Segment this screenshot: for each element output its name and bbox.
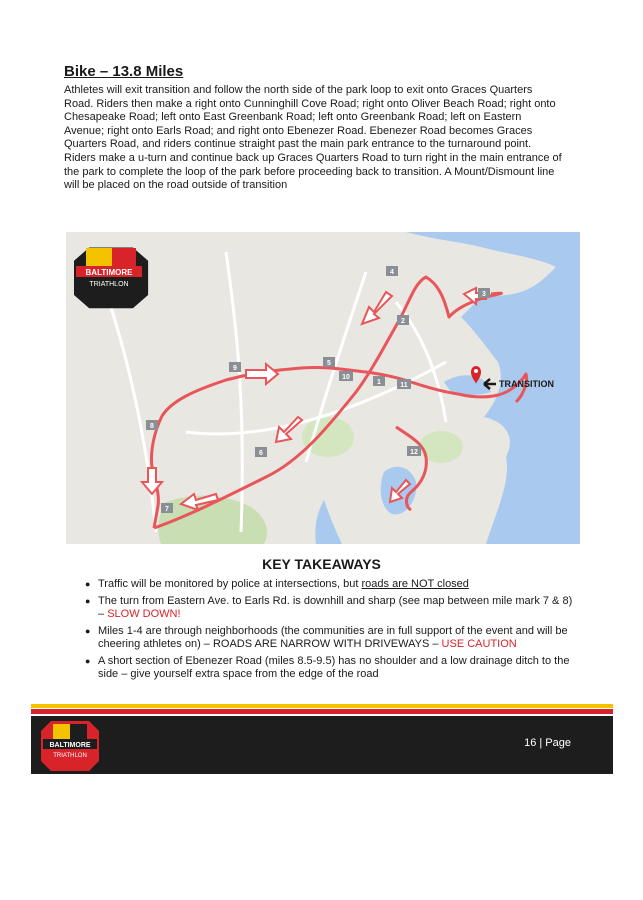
route-direction-arrows [142, 288, 486, 510]
svg-text:3: 3 [482, 291, 486, 298]
svg-text:BALTIMORE: BALTIMORE [49, 742, 91, 749]
svg-text:5: 5 [327, 360, 331, 367]
svg-text:4: 4 [390, 269, 394, 276]
svg-text:1: 1 [377, 379, 381, 386]
mile-marker-8 [146, 420, 158, 430]
takeaway-item: ● Miles 1-4 are through neighborhoods (the communities are in full support of the event and will be cheering athletes on) – ROADS ARE NARROW WITH DRIVEWAYS – USE CAUTION [86, 625, 576, 652]
map-logo [74, 248, 148, 309]
section-title: Bike – 13.8 Miles [64, 63, 184, 80]
svg-text:TRIATHLON: TRIATHLON [89, 281, 129, 288]
key-takeaways-list [86, 578, 576, 685]
bike-route-map[interactable] [66, 232, 580, 544]
section-description: Athletes will exit transition and follow the north side of the park loop to exit onto Graces Quarters Road. Riders then make a right onto Cunninghill Cove Road; right onto Oliver Beach Road; right onto Chesapeake Road; left onto East Greenbank Road; left onto Greenbank Road; left on Eastern Avenue; right onto Earls Road; and right onto Ebenezer Road. Ebenezer Road becomes Graces Quarters Road, and riders continue straight past the main park entrance to the turnaround point. Riders make a u-turn and continue back up Graces Quarters Road to turn right in the main entrance of the park to complete the loop of the park before proceeding back to transition. A Mount/Dismount line will be placed on the road outside of transition [64, 84, 562, 192]
takeaway-item: ● The turn from Eastern Ave. to Earls Rd. is downhill and sharp (see map between mile mark 7 & 8) – SLOW DOWN! [86, 595, 576, 622]
mile-marker-5 [323, 357, 335, 367]
transition-label: TRANSITION [499, 379, 554, 389]
mile-marker-7 [161, 503, 173, 513]
mile-marker-4 [386, 266, 398, 276]
page-footer [31, 716, 613, 774]
takeaway-item: ● Traffic will be monitored by police at intersections, but roads are NOT closed [86, 578, 576, 592]
water-inlet [315, 500, 342, 544]
mile-marker-9 [229, 362, 241, 372]
key-takeaways-title: KEY TAKEAWAYS [262, 556, 381, 572]
page-number: 16 | Page [524, 737, 571, 749]
svg-text:BALTIMORE: BALTIMORE [85, 268, 133, 277]
mile-marker-2 [397, 315, 409, 325]
footer-stripe-yellow [31, 704, 613, 708]
footer-stripe-red [31, 709, 613, 714]
svg-text:11: 11 [400, 382, 408, 389]
svg-text:9: 9 [233, 365, 237, 372]
mile-marker-6 [255, 447, 267, 457]
svg-text:12: 12 [410, 449, 418, 456]
mile-marker-10 [339, 371, 353, 381]
takeaway-item: ● A short section of Ebenezer Road (miles 8.5-9.5) has no shoulder and a low drainage ditch to the side – give yourself extra space from the edge of the road [86, 655, 576, 682]
map-canvas [66, 232, 580, 544]
svg-text:TRIATHLON: TRIATHLON [53, 753, 87, 759]
mile-marker-3 [478, 288, 490, 298]
svg-text:6: 6 [259, 450, 263, 457]
mile-marker-1 [373, 376, 385, 386]
svg-text:10: 10 [342, 374, 350, 381]
svg-text:2: 2 [401, 318, 405, 325]
mile-marker-11 [397, 379, 411, 389]
mile-marker-12 [407, 446, 421, 456]
svg-text:7: 7 [165, 506, 169, 513]
svg-text:8: 8 [150, 423, 154, 430]
footer-logo [39, 719, 101, 773]
